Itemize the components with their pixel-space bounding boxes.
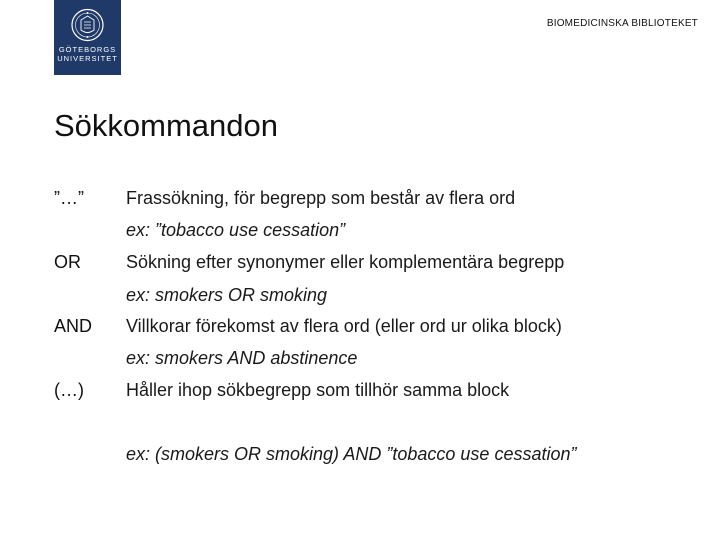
operator-label: ”…”	[54, 188, 84, 208]
operator-description: Håller ihop sökbegrepp som tillhör samma block	[126, 380, 510, 400]
library-name: BIOMEDICINSKA BIBLIOTEKET	[546, 18, 698, 29]
logo-text-line1: GÖTEBORGS	[58, 45, 117, 54]
operator-description: Sökning efter synonymer eller komplementära begrepp	[126, 252, 565, 272]
page-title: Sökkommandon	[54, 108, 279, 143]
operator-description: Frassökning, för begrepp som består av flera ord	[126, 188, 516, 208]
operator-example: ex: (smokers OR smoking) AND ”tobacco use cessation”	[126, 444, 577, 464]
operator-label: OR	[54, 252, 81, 272]
operator-example: ex: smokers AND abstinence	[126, 348, 358, 368]
university-logo	[54, 0, 121, 75]
operator-label: AND	[54, 316, 93, 336]
operator-label: (…)	[54, 380, 84, 400]
operator-example: ex: ”tobacco use cessation”	[126, 220, 346, 240]
operator-description: Villkorar förekomst av flera ord (eller ord ur olika block)	[126, 316, 562, 336]
logo-text-line2: UNIVERSITET	[57, 54, 118, 63]
operator-example: ex: smokers OR smoking	[126, 285, 328, 305]
university-seal-icon	[71, 8, 104, 42]
